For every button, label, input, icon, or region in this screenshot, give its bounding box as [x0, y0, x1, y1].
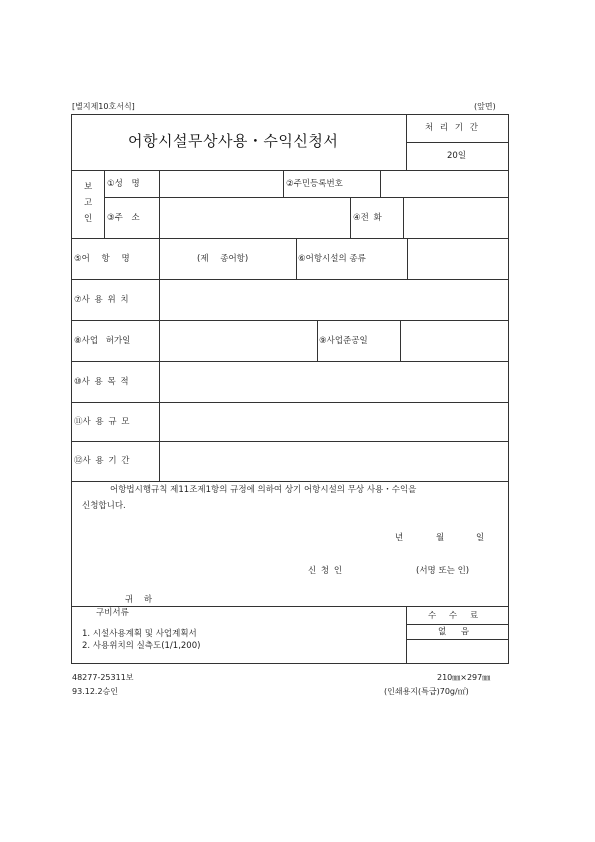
completion-date-label: ⑨사업준공일 — [319, 336, 368, 346]
processing-period-value: 20일 — [447, 151, 467, 161]
completion-date-field[interactable] — [401, 321, 507, 360]
applicant-label-1: 보 — [84, 182, 93, 192]
date-day-label: 일 — [476, 533, 485, 543]
period-label: ⑫사 용 기 간 — [74, 456, 130, 466]
signature-hint: (서명 또는 인) — [416, 566, 470, 576]
applicant-label-3: 인 — [84, 214, 93, 224]
paper-spec: (인쇄용지(특급)70g/㎡) — [384, 687, 469, 696]
purpose-label: ⑩사 용 목 적 — [74, 377, 129, 387]
processing-period-label: 처 리 기 간 — [425, 123, 480, 133]
location-label: ⑦사 용 위 치 — [74, 295, 129, 305]
port-name-hint: (제 종어항) — [197, 254, 249, 264]
scale-field[interactable] — [160, 403, 507, 440]
form-title: 어항시설무상사용・수익신청서 — [128, 132, 339, 150]
applicant-label-2: 고 — [84, 198, 93, 208]
phone-label: ④전 화 — [353, 213, 382, 223]
permit-date-field[interactable] — [160, 321, 316, 360]
approval-date: 93.12.2승인 — [72, 687, 118, 696]
port-name-label: ⑤어 항 명 — [74, 254, 130, 264]
fee-label: 수 수 료 — [428, 611, 479, 621]
resident-id-field[interactable] — [381, 171, 507, 196]
address-field[interactable] — [160, 198, 349, 237]
document-item-2: 2. 사용위치의 실측도(1/1,200) — [82, 641, 201, 651]
recipient-label: 귀 하 — [125, 595, 153, 605]
name-field[interactable] — [160, 171, 282, 196]
scale-label: ⑪사 용 규 모 — [74, 417, 130, 427]
facility-type-label: ⑥어항시설의 종류 — [298, 254, 366, 264]
statement-line-1: 어항법시행규칙 제11조제1항의 규정에 의하여 상기 어항시설의 무상 사용・수익을 — [110, 485, 417, 495]
facility-type-field[interactable] — [408, 239, 507, 278]
document-item-1: 1. 시설사용계획 및 사업계획서 — [82, 629, 197, 639]
statement-line-2: 신청합니다. — [82, 501, 126, 511]
required-documents-label: 구비서류 — [96, 608, 129, 618]
permit-date-label: ⑧사업 허가일 — [74, 336, 131, 346]
fee-value: 없 음 — [438, 627, 470, 637]
name-label: ①성 명 — [107, 179, 140, 189]
page-side: (앞면) — [474, 102, 496, 111]
location-field[interactable] — [160, 280, 507, 319]
form-number: [별지제10호서식] — [72, 102, 135, 111]
date-month-label: 월 — [436, 533, 445, 543]
date-year-label: 년 — [395, 533, 404, 543]
form-code: 48277-25311보 — [72, 673, 134, 682]
applicant-sign-label: 신 청 인 — [308, 566, 343, 576]
purpose-field[interactable] — [160, 362, 507, 401]
phone-field[interactable] — [404, 198, 507, 237]
paper-size: 210㎜×297㎜ — [437, 673, 491, 682]
address-label: ③주 소 — [107, 213, 140, 223]
period-field[interactable] — [160, 442, 507, 480]
resident-id-label: ②주민등록번호 — [286, 179, 343, 189]
